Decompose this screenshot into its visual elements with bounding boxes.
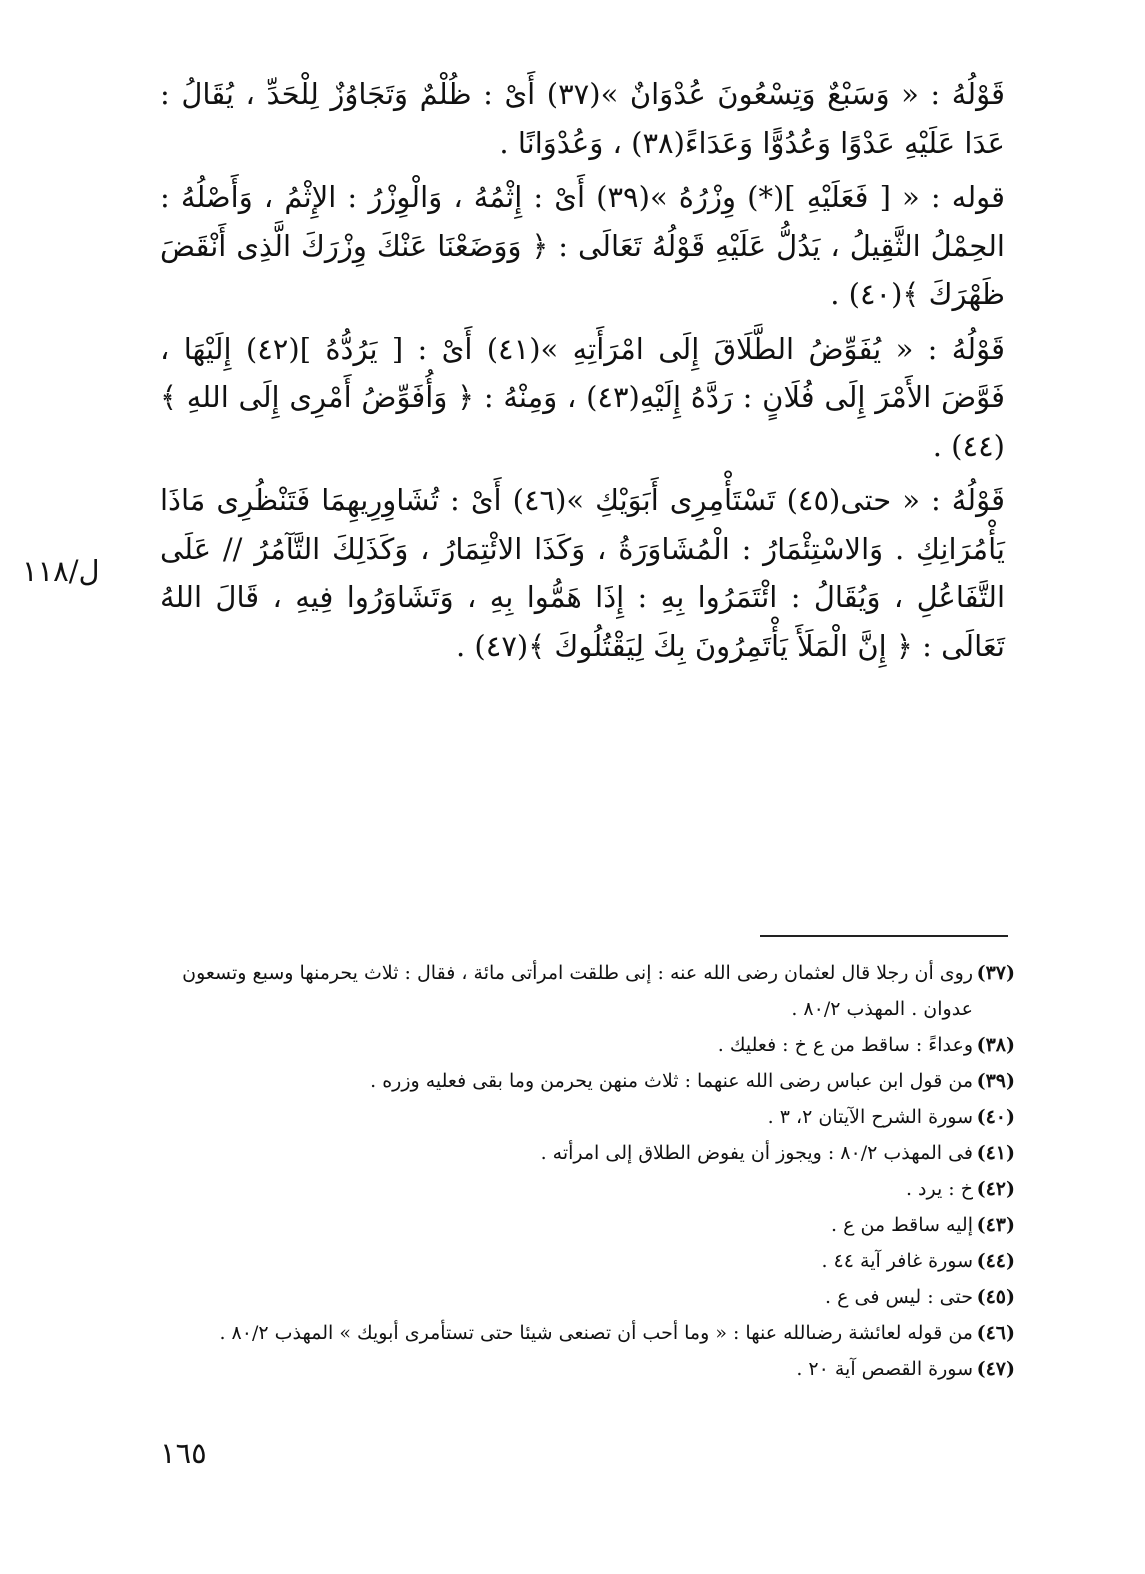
footnote-43 — [165, 1207, 1015, 1243]
footnote-text: حتى : ليس فى ع . — [825, 1286, 973, 1308]
footnote-number: (٣٧) — [976, 962, 1015, 984]
footnote-38 — [165, 1027, 1015, 1063]
footnote-number: (٤١) — [976, 1142, 1015, 1164]
main-text-block — [160, 70, 1005, 676]
footnote-42 — [165, 1171, 1015, 1207]
page-number: ١٦٥ — [160, 1436, 207, 1470]
footnote-separator — [760, 935, 1008, 937]
manuscript-folio-marker: ل/١١٨ — [22, 554, 100, 588]
footnote-number: (٣٩) — [976, 1070, 1015, 1092]
footnote-number: (٤٠) — [976, 1106, 1015, 1128]
footnote-number: (٤٣) — [976, 1214, 1015, 1236]
footnote-number: (٤٦) — [976, 1322, 1015, 1344]
footnote-text: سورة غافر آية ٤٤ . — [821, 1250, 973, 1272]
footnote-number: (٤٢) — [976, 1178, 1015, 1200]
footnote-number: (٤٧) — [976, 1358, 1015, 1380]
footnote-number: (٤٤) — [976, 1250, 1015, 1272]
footnote-text: وعداءً : ساقط من ع خ : فعليك . — [717, 1034, 973, 1056]
footnote-40 — [165, 1099, 1015, 1135]
footnote-text: خ : يرد . — [905, 1178, 973, 1200]
footnote-45 — [165, 1279, 1015, 1315]
footnote-text: إليه ساقط من ع . — [831, 1214, 973, 1236]
footnote-text: سورة القصص آية ٢٠ . — [796, 1358, 973, 1380]
footnote-text: من قول ابن عباس رضى الله عنهما : ثلاث منهن يحرمن وما بقى فعليه وزره . — [370, 1070, 973, 1092]
footnote-number: (٤٥) — [976, 1286, 1015, 1308]
footnote-41 — [165, 1135, 1015, 1171]
paragraph-2: قوله : « [ فَعَلَيْهِ ](*) وِزْرُهُ »(٣٩) أَىْ : إِثْمُهُ ، وَالْوِزْرُ : الإِثْمُ ، وَأَصْلُهُ : الحِمْلُ الثَّقِيلُ ، يَدُلُّ عَلَيْهِ قَوْلُهُ تَعَالَى : ﴿ وَوَضَعْنَا عَنْكَ وِزْرَكَ الَّذِى أَنْقَضَ ظَهْرَكَ ﴾(٤٠) . — [160, 180, 1005, 311]
footnote-46 — [165, 1315, 1015, 1351]
footnote-text: روى أن رجلا قال لعثمان رضى الله عنه : إنى طلقت امرأتى مائة ، فقال : ثلاث يحرمنها وسبع وتسعون عدوان . المهذب ٨٠/٢ . — [182, 962, 973, 1020]
footnote-text: فى المهذب ٨٠/٢ : ويجوز أن يفوض الطلاق إلى امرأته . — [540, 1142, 973, 1164]
paragraph-1: قَوْلُهُ : « وَسَبْعٌ وَتِسْعُونَ عُدْوَانٌ »(٣٧) أَىْ : ظُلْمٌ وَتَجَاوُزٌ لِلْحَدِّ ، يُقَالُ : عَدَا عَلَيْهِ عَدْوًا وَعُدُوًّا وَعَدَاءً(٣٨) ، وَعُدْوَانًا . — [160, 77, 1005, 160]
footnote-text: سورة الشرح الآيتان ٢، ٣ . — [767, 1106, 973, 1128]
paragraph-3: قَوْلُهُ : « يُفَوِّضُ الطَّلَاقَ إِلَى امْرَأَتِهِ »(٤١) أَىْ : [ يَرُدُّهُ ](٤٢) إِلَيْهَا ، فَوَّضَ الأَمْرَ إِلَى فُلَانٍ : رَدَّهُ إِلَيْهِ(٤٣) ، وَمِنْهُ : ﴿ وَأُفَوِّضُ أَمْرِى إِلَى اللهِ ﴾(٤٤) . — [160, 331, 1006, 463]
footnote-47 — [165, 1351, 1015, 1387]
paragraph-4: قَوْلُهُ : « حتى(٤٥) تَسْتَأْمِرِى أَبَوَيْكِ »(٤٦) أَىْ : تُشَاوِرِيهِمَا فَتَنْظُرِى مَاذَا يَأْمُرَانِكِ . وَالاسْتِئْمَارُ : الْمُشَاوَرَةُ ، وَكَذَا الائْتِمَارُ ، وَكَذَلِكَ التَّآمُرُ // عَلَى التَّفَاعُلِ ، وَيُقَالُ : ائْتَمَرُوا بِهِ : إِذَا هَمُّوا بِهِ ، وَتَشَاوَرُوا فِيهِ ، قَالَ اللهُ تَعَالَى : ﴿ إِنَّ الْمَلَأَ يَأْتَمِرُونَ بِكَ لِيَقْتُلُوكَ ﴾(٤٧) . — [160, 483, 1005, 663]
footnote-37 — [165, 955, 1015, 1027]
footnote-number: (٣٨) — [976, 1034, 1015, 1056]
footnote-39 — [165, 1063, 1015, 1099]
footnotes — [165, 955, 1015, 1387]
footnote-44 — [165, 1243, 1015, 1279]
footnote-text: من قوله لعائشة رضىالله عنها : « وما أحب أن تصنعى شيئا حتى تستأمرى أبويك » المهذب ٨٠/٢ . — [219, 1322, 973, 1344]
